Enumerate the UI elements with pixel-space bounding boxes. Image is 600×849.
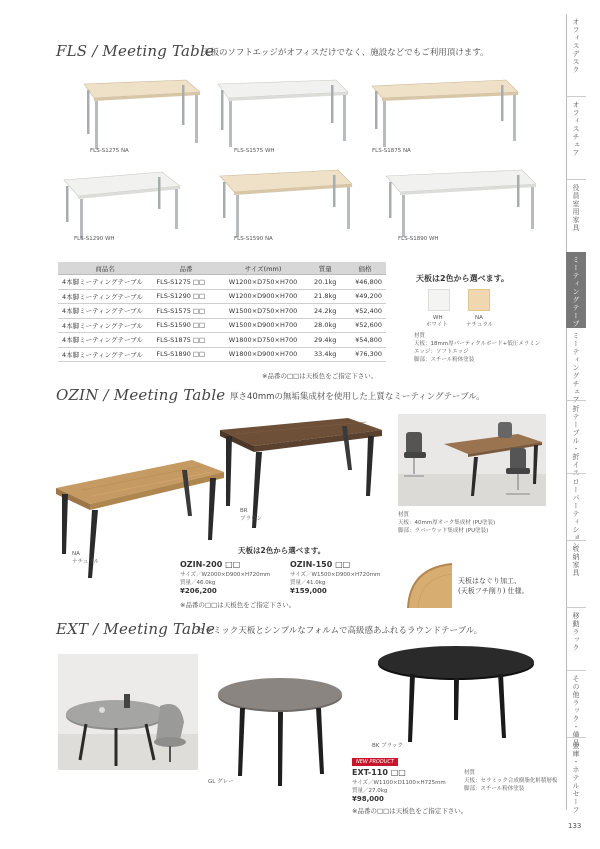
color-code: NA: [475, 315, 483, 321]
table-cell: FLS-S1890 □□: [152, 347, 219, 362]
product-label: FLS-S1875 NA: [372, 148, 411, 154]
sidebar-tab-office-desk[interactable]: [566, 14, 586, 96]
ozin-model-weight: 質量／41.0kg: [290, 580, 326, 586]
ozin-material-line: 天板：40mm厚オーク集成材 (PU塗装): [398, 520, 496, 526]
color-code: WH: [433, 315, 443, 321]
sidebar-tab-label: その他ラック・備品: [572, 675, 580, 747]
ozin-model-price: ¥159,000: [290, 587, 327, 595]
ozin-model-weight: 質量／46.0kg: [180, 580, 216, 586]
column-header: 品番: [152, 262, 219, 275]
product-photo-ext-room: [58, 654, 198, 770]
table-cell: 29.4kg: [306, 333, 344, 348]
table-cell: FLS-S1275 □□: [152, 275, 219, 290]
ozin-model-size: サイズ／W1500×D900×H720mm: [290, 572, 381, 578]
table-row: [58, 347, 386, 362]
ext-model-price: ¥98,000: [352, 795, 384, 803]
ozin-color-name: ブラウン: [240, 516, 263, 522]
table-row: [58, 275, 386, 290]
column-header: サイズ(mm): [220, 262, 307, 275]
fls-color-title: 天板は2色から選べます。: [416, 274, 509, 283]
ext-model-size: サイズ／W1100×D1100×H725mm: [352, 780, 446, 786]
table-row: [58, 333, 386, 348]
table-cell: W1500×D900×H700: [220, 318, 307, 333]
table-cell: W1800×D900×H700: [220, 347, 307, 362]
ozin-model-price: ¥206,200: [180, 587, 217, 595]
product-image-fls-s1890: [380, 164, 540, 240]
sidebar-tab-label: ミーティングテーブル: [572, 256, 580, 336]
table-cell: 21.8kg: [306, 289, 344, 304]
product-label: FLS-S1290 WH: [74, 236, 115, 242]
fls-section-desc: 天板のソフトエッジがオフィスだけでなく、施設などでもご利用頂けます。: [202, 48, 489, 58]
ozin-model-size: サイズ／W2000×D900×H720mm: [180, 572, 271, 578]
table-row: [58, 318, 386, 333]
product-image-fls-s1275: [74, 70, 204, 152]
table-cell: FLS-S1590 □□: [152, 318, 219, 333]
ext-note: ※品番の□□は天板色をご指定下さい。: [352, 807, 468, 815]
sidebar-tab-office-chair[interactable]: [566, 97, 586, 179]
table-cell: ¥46,800: [344, 275, 386, 290]
ozin-note: ※品番の□□は天板色をご指定下さい。: [180, 601, 296, 609]
page-number: 133: [568, 822, 582, 830]
ozin-material-line: 脚部：ラバーウッド集成材 (PU塗装): [398, 528, 489, 534]
fls-material-line: 脚部：スチール粉体塗装: [414, 357, 475, 363]
sidebar-tab-label: 収納家具: [572, 545, 580, 577]
color-name: ナチュラル: [466, 322, 494, 328]
ext-section-title: EXT / Meeting Table: [56, 620, 216, 638]
column-header: 質量: [306, 262, 344, 275]
product-image-fls-s1875: [364, 74, 522, 152]
ozin-color-title: 天板は2色から選べます。: [238, 546, 326, 555]
sidebar-tab-label: オフィスデスク: [572, 18, 580, 74]
ext-model-name: EXT-110 □□: [352, 768, 406, 777]
table-cell: ¥76,300: [344, 347, 386, 362]
sidebar-tab-safe[interactable]: [566, 738, 586, 814]
sidebar-tab-label: ローパーティション: [572, 478, 580, 550]
table-row: [58, 304, 386, 319]
category-sidebar: [566, 14, 586, 814]
ozin-color-code: NA: [72, 551, 80, 557]
edge-note: (天板フチ削り) 仕様。: [458, 587, 529, 595]
product-image-ext-gray: [212, 676, 348, 788]
product-image-fls-s1590: [214, 164, 356, 240]
sidebar-tab-label: 移動ラック: [572, 612, 580, 652]
product-image-fls-s1290: [58, 166, 186, 242]
product-image-ext-black: [372, 644, 540, 748]
product-image-fls-s1575: [210, 72, 352, 152]
column-header: 価格: [344, 262, 386, 275]
ext-material-line: 脚部：スチール粉体塗装: [464, 786, 525, 792]
product-label: FLS-S1590 NA: [234, 236, 273, 242]
table-cell: 24.2kg: [306, 304, 344, 319]
table-cell: W1500×D750×H700: [220, 304, 307, 319]
ozin-color-name: ナチュラル: [72, 559, 100, 565]
ozin-color-code: BR: [240, 508, 248, 514]
sidebar-tab-meeting-table[interactable]: [566, 252, 586, 336]
table-cell: ¥52,400: [344, 304, 386, 319]
ozin-section-title: OZIN / Meeting Table: [56, 386, 226, 404]
table-cell: 28.0kg: [306, 318, 344, 333]
fls-spec-table: [58, 262, 386, 362]
sidebar-tab-low-partition[interactable]: [566, 474, 586, 550]
table-cell: 4本脚ミーティングテーブル: [58, 333, 152, 348]
edge-note: 天板はなぐり加工、: [458, 577, 521, 585]
ozin-section-desc: 厚さ40mmの無垢集成材を使用した上質なミーティングテーブル。: [230, 392, 485, 402]
table-cell: 4本脚ミーティングテーブル: [58, 318, 152, 333]
fls-note: ※品番の□□は天板色をご指定下さい。: [262, 372, 378, 380]
product-label: FLS-S1575 WH: [234, 148, 275, 154]
table-row: [58, 289, 386, 304]
fls-section-title: FLS / Meeting Table: [56, 42, 215, 60]
table-cell: ¥49,200: [344, 289, 386, 304]
table-cell: 4本脚ミーティングテーブル: [58, 289, 152, 304]
sidebar-tab-label: 金庫・ホテルセーフ: [572, 742, 580, 814]
ext-section-desc: セラミック天板とシンプルなフォルムで高級感あふれるラウンドテーブル。: [196, 626, 483, 636]
ext-material-title: 材質: [464, 770, 476, 776]
sidebar-tab-label: 役員室用家具: [572, 184, 580, 232]
sidebar-tab-label: オフィスチェア: [572, 101, 580, 157]
table-cell: W1800×D750×H700: [220, 333, 307, 348]
table-cell: ¥52,600: [344, 318, 386, 333]
sidebar-tab-label: ミーティングチェア: [572, 332, 580, 404]
ext-model-weight: 質量／27.0kg: [352, 788, 388, 794]
table-cell: 20.1kg: [306, 275, 344, 290]
color-name: ホワイト: [426, 322, 448, 328]
sidebar-tab-meeting-chair[interactable]: [566, 328, 586, 404]
edge-detail-image: [404, 560, 456, 612]
table-cell: FLS-S1290 □□: [152, 289, 219, 304]
ext-color-gray: GL グレー: [208, 779, 234, 785]
fls-material-line: 天板：18mm厚パーティクルボード+低圧メラミン: [414, 341, 541, 347]
table-cell: ¥54,800: [344, 333, 386, 348]
table-cell: 4本脚ミーティングテーブル: [58, 275, 152, 290]
table-cell: W1200×D900×H700: [220, 289, 307, 304]
ext-material-line: 天板：セラミック合成樹脂化粧積層板: [464, 778, 558, 784]
table-cell: 4本脚ミーティングテーブル: [58, 304, 152, 319]
sidebar-tab-executive[interactable]: [566, 180, 586, 252]
ozin-model-name: OZIN-200 □□: [180, 560, 241, 569]
fls-material-title: 材質: [414, 333, 426, 339]
product-label: FLS-S1275 NA: [90, 148, 129, 154]
table-cell: 4本脚ミーティングテーブル: [58, 347, 152, 362]
color-swatch-natural: [468, 289, 490, 311]
new-product-badge: NEW PRODUCT: [352, 758, 398, 766]
column-header: 商品名: [58, 262, 152, 275]
sidebar-tab-label: 折テーブル・折イス: [572, 405, 580, 477]
product-photo-ozin-room: [398, 414, 546, 506]
fls-material-line: エッジ：ソフトエッジ: [414, 349, 469, 355]
ozin-model-name: OZIN-150 □□: [290, 560, 351, 569]
sidebar-tab-mobile-rack[interactable]: [566, 608, 586, 670]
table-cell: FLS-S1575 □□: [152, 304, 219, 319]
table-cell: FLS-S1875 □□: [152, 333, 219, 348]
ozin-material-title: 材質: [398, 512, 410, 518]
table-cell: W1200×D750×H700: [220, 275, 307, 290]
product-label: FLS-S1890 WH: [398, 236, 439, 242]
table-cell: 33.4kg: [306, 347, 344, 362]
sidebar-tab-other-rack[interactable]: [566, 671, 586, 747]
sidebar-tab-storage[interactable]: [566, 541, 586, 607]
ext-color-black: BK ブラック: [372, 743, 404, 749]
color-swatch-white: [428, 289, 450, 311]
sidebar-tab-folding[interactable]: [566, 401, 586, 477]
table-header-row: [58, 262, 386, 275]
